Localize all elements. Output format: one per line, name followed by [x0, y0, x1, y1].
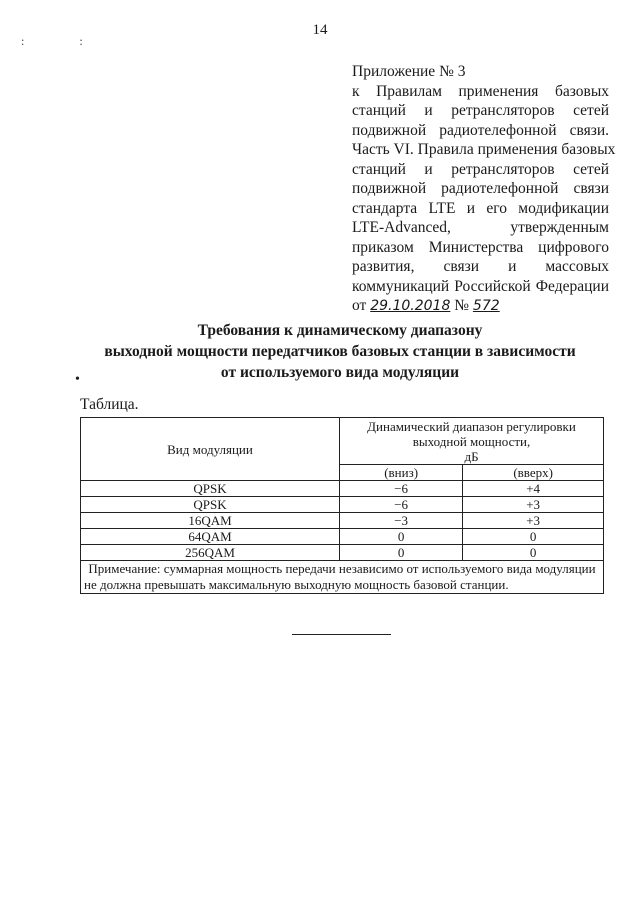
section-heading: [60, 320, 620, 383]
table-note-row: [81, 561, 604, 594]
appendix-line: стандарта LTE и его модификации: [352, 199, 609, 217]
appendix-line: к Правилам применения базовых: [352, 82, 609, 100]
table-row: [81, 513, 604, 529]
cell-down: 0: [340, 545, 463, 561]
order-number-label: №: [454, 297, 470, 314]
heading-line: от используемого вида модуляции: [220, 364, 460, 381]
page-number: 14: [312, 22, 328, 38]
cell-down: −3: [340, 513, 463, 529]
table-row: [81, 545, 604, 561]
cell-up: 0: [463, 529, 604, 545]
cell-down: 0: [340, 529, 463, 545]
order-prefix: от: [352, 297, 367, 314]
heading-line: выходной мощности передатчиков базовых станции в зависимости: [104, 343, 576, 360]
header-range-line: Динамический диапазон регулировки: [367, 418, 576, 434]
cell-modulation: 16QAM: [81, 513, 340, 529]
header-range-unit: дБ: [464, 448, 479, 464]
cell-modulation: QPSK: [81, 481, 340, 497]
header-modulation: Вид модуляции: [81, 418, 340, 481]
cell-modulation: QPSK: [81, 497, 340, 513]
appendix-line: Часть VI. Правила применения базовых: [352, 141, 616, 158]
appendix-line: подвижной радиотелефонной связи: [352, 180, 609, 197]
header-range-line: выходной мощности,: [412, 433, 531, 449]
table-note: Примечание: суммарная мощность передачи независимо от используемого вида модуляции не должна превышать максимальную выходную мощность базовой станции.: [81, 561, 604, 594]
order-reference: [352, 296, 609, 317]
cell-up: +3: [463, 513, 604, 529]
appendix-line: приказом Министерства цифрового: [352, 238, 609, 256]
table-row: [81, 481, 604, 497]
appendix-header: [352, 62, 616, 317]
table-header-row: [81, 418, 604, 465]
header-down: (вниз): [340, 465, 463, 481]
cell-down: −6: [340, 497, 463, 513]
margin-marks: : :: [21, 34, 109, 48]
table-row: [81, 529, 604, 545]
modulation-table: [80, 417, 604, 594]
heading-line: Требования к динамическому диапазону: [197, 322, 483, 339]
cell-up: +4: [463, 481, 604, 497]
appendix-line: Приложение № 3: [352, 63, 466, 80]
appendix-line: станций и ретрансляторов сетей: [352, 102, 609, 119]
cell-modulation: 256QAM: [81, 545, 340, 561]
appendix-line: станций и ретрансляторов сетей: [352, 160, 609, 178]
order-date-handwritten: 29.10.2018: [370, 298, 451, 314]
appendix-line: развития, связи и массовых: [352, 258, 609, 275]
table-label: Таблица.: [80, 396, 139, 413]
appendix-line: LTE-Advanced, утвержденным: [352, 219, 609, 236]
cell-up: +3: [463, 497, 604, 513]
header-up: (вверх): [463, 465, 604, 481]
appendix-line: подвижной радиотелефонной связи.: [352, 121, 609, 139]
order-number-handwritten: 572: [472, 298, 500, 314]
appendix-line: коммуникаций Российской Федерации: [352, 277, 609, 295]
end-rule: [292, 634, 391, 635]
cell-down: −6: [340, 481, 463, 497]
header-dynamic-range: [340, 418, 604, 465]
cell-modulation: 64QAM: [81, 529, 340, 545]
cell-up: 0: [463, 545, 604, 561]
bullet-mark: •: [75, 372, 80, 387]
table-row: [81, 497, 604, 513]
